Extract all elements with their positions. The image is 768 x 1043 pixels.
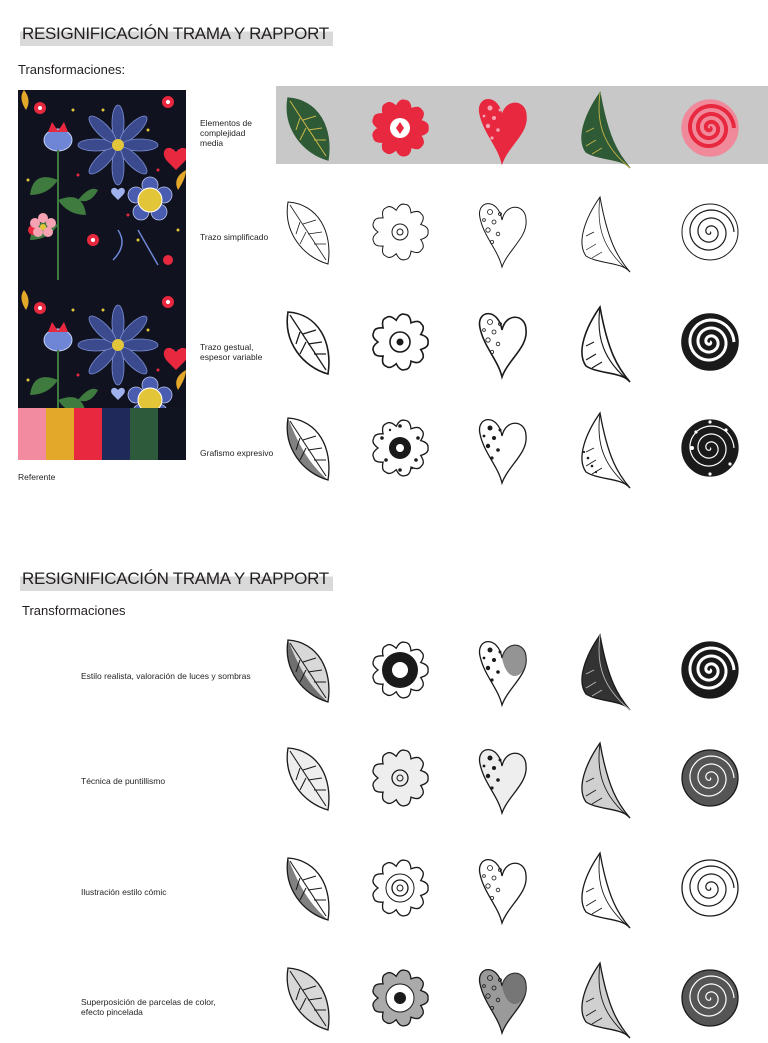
palette-swatch-black [158,408,186,460]
palette-swatch-navy [102,408,130,460]
row-label-gestual: Trazo gestual, espesor variable [200,342,263,362]
heart-icon [472,192,532,272]
curved-leaf-icon [568,738,628,818]
curved-leaf-icon [568,88,628,168]
flower-icon [370,192,430,272]
heart-icon [472,958,532,1038]
row-label-complejidad: Elementos de complejidad media [200,118,252,148]
floral-pattern-image [18,90,186,408]
spiral-icon [680,958,740,1038]
spiral-icon [680,192,740,272]
row-label-comic: Ilustración estilo cómic [81,887,167,897]
heart-icon [472,630,532,710]
spiral-icon [680,848,740,928]
flower-icon [370,630,430,710]
curved-leaf-icon [568,302,628,382]
heart-icon [472,738,532,818]
curved-leaf-icon [568,192,628,272]
palette-swatch-green [130,408,158,460]
leaf-icon [278,630,338,710]
section-1-subtitle: Transformaciones: [18,62,126,77]
section-1-title: RESIGNIFICACIÓN TRAMA Y RAPPORT [20,22,333,46]
flower-icon [370,408,430,488]
leaf-icon [278,302,338,382]
heart-icon [472,88,532,168]
spiral-icon [680,408,740,488]
curved-leaf-icon [568,630,628,710]
leaf-icon [278,192,338,272]
leaf-icon [278,88,338,168]
row-label-realista: Estilo realista, valoración de luces y sombras [81,671,251,681]
color-palette [18,408,186,460]
spiral-icon [680,738,740,818]
palette-swatch-pink [18,408,46,460]
row-label-puntillismo: Técnica de puntillismo [81,776,166,786]
heart-icon [472,848,532,928]
spiral-icon [680,630,740,710]
flower-icon [370,958,430,1038]
palette-swatch-red [74,408,102,460]
curved-leaf-icon [568,958,628,1038]
curved-leaf-icon [568,848,628,928]
leaf-icon [278,738,338,818]
reference-label: Referente [18,472,56,482]
flower-icon [370,88,430,168]
curved-leaf-icon [568,408,628,488]
spiral-icon [680,302,740,382]
palette-swatch-yellow [46,408,74,460]
row-label-expresivo: Grafismo expresivo [200,448,274,458]
section-2-subtitle: Transformaciones [22,603,126,618]
section-2-title: RESIGNIFICACIÓN TRAMA Y RAPPORT [20,567,333,591]
leaf-icon [278,848,338,928]
reference-pattern [18,90,186,408]
row-label-pincelada: Superposición de parcelas de color, efecto pincelada [81,997,216,1017]
row-label-simplificado: Trazo simplificado [200,232,269,242]
flower-icon [370,738,430,818]
heart-icon [472,302,532,382]
heart-icon [472,408,532,488]
flower-icon [370,848,430,928]
leaf-icon [278,408,338,488]
flower-icon [370,302,430,382]
leaf-icon [278,958,338,1038]
spiral-icon [680,88,740,168]
